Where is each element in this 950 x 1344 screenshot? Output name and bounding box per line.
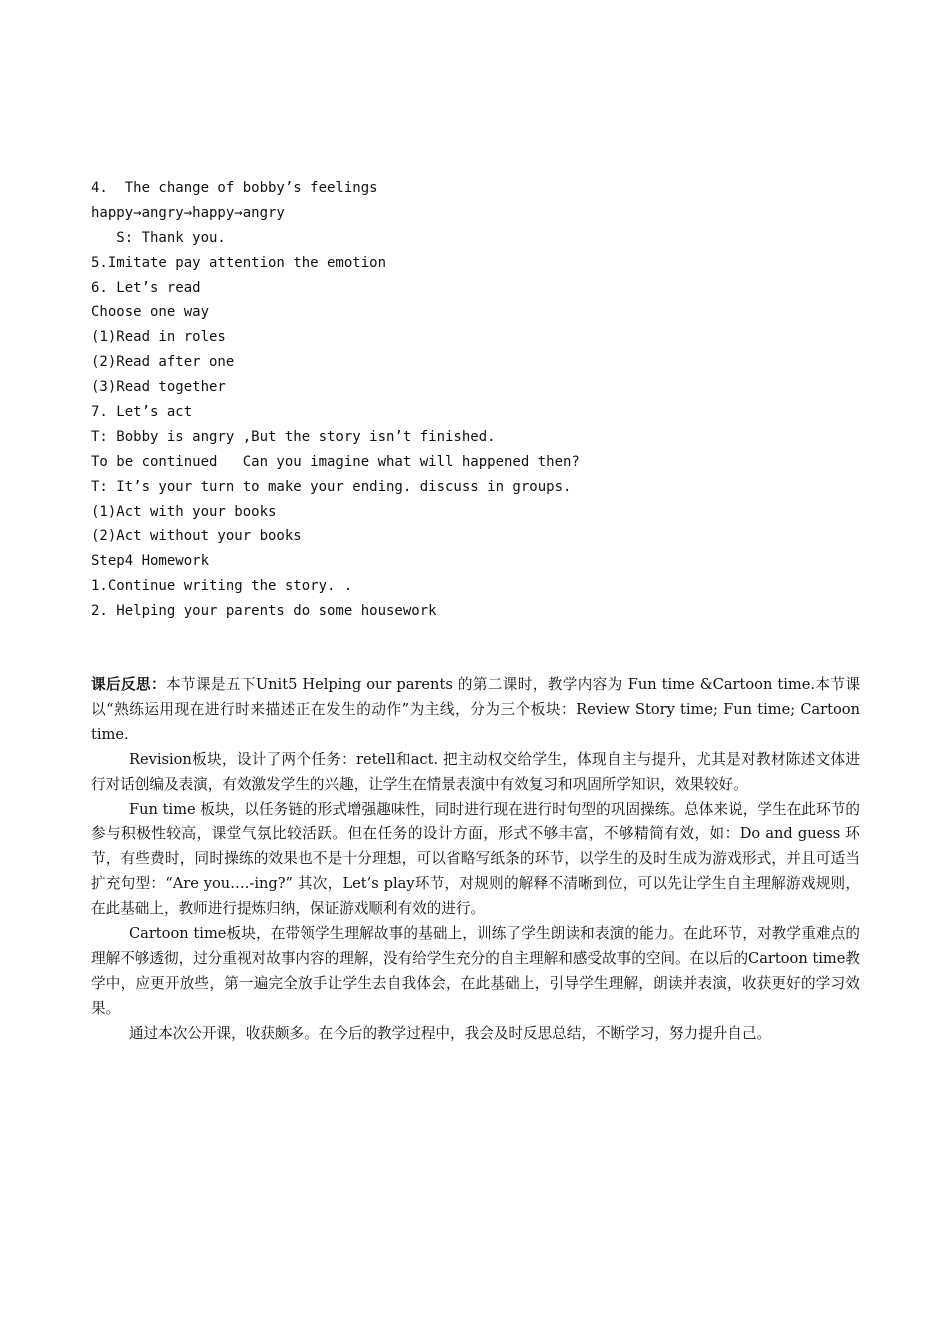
reflection-intro-text: 本节课是五下Unit5 Helping our parents 的第二课时，教学内容为 Fun time &Cartoon time.本节课以“熟练运用现在进行时来描述正在发生的动作”为主线，分为三个板块：Review Story time; Fun time; Cartoon time. xyxy=(91,676,860,743)
reflection-paragraph-cartoon-time: Cartoon time板块，在带领学生理解故事的基础上，训练了学生朗读和表演的能力。在此环节，对教学重难点的理解不够透彻，过分重视对故事内容的理解，没有给学生充分的自主理解和感受故事的空间。在以后的Cartoon time教学中，应更开放些，第一遍完全放手让学生去自我体会，在此基础上，引导学生理解，朗读并表演，收获更好的学习效果。 xyxy=(91,925,860,1017)
step-line: (2)Read after one xyxy=(91,354,235,371)
step-line: Choose one way xyxy=(91,304,210,321)
step-line: 2. Helping your parents do some housework xyxy=(91,603,437,620)
step-line: 6. Let’s read xyxy=(91,279,201,296)
step-line: (1)Read in roles xyxy=(91,329,226,346)
step-line: To be continued Can you imagine what will happened then? xyxy=(91,453,580,470)
step-line: Step4 Homework xyxy=(91,553,210,570)
step-line: happy→angry→happy→angry xyxy=(91,204,285,221)
step-line: T: Bobby is angry ,But the story isn’t finished. xyxy=(91,428,496,445)
reflection-paragraph-revision: Revision板块，设计了两个任务：retell和act. 把主动权交给学生，体现自主与提升，尤其是对教材陈述文体进行对话创编及表演，有效激发学生的兴趣，让学生在情景表演中有效复习和巩固所学知识，效果较好。 xyxy=(91,750,860,793)
reflection-label: 课后反思： xyxy=(91,676,166,693)
reflection-paragraph-fun-time: Fun time 板块，以任务链的形式增强趣味性，同时进行现在进行时句型的巩固操练。总体来说，学生在此环节的参与积极性较高，课堂气氛比较活跃。但在任务的设计方面，形式不够丰富，不够精简有效，如：Do and guess 环节，有些费时，同时操练的效果也不是十分理想，可以省略写纸条的环节，以学生的及时生成为游戏形式，并且可适当扩充句型：“Are you….-ing?” 其次，Let’s play环节，对规则的解释不清晰到位，可以先让学生自主理解游戏规则，在此基础上，教师进行提炼归纳，保证游戏顺利有效的进行。 xyxy=(91,800,860,918)
step-line: 4. The change of bobby’s feelings xyxy=(91,180,378,196)
step-line: S: Thank you. xyxy=(91,229,226,246)
step-line: 5.Imitate pay attention the emotion xyxy=(91,254,387,271)
reflection-paragraph-summary: 通过本次公开课，收获颇多。在今后的教学过程中，我会及时反思总结，不断学习，努力提升自己。 xyxy=(128,1024,772,1042)
step-line: (1)Act with your books xyxy=(91,503,277,520)
step-line: (3)Read together xyxy=(91,379,226,396)
reflection-intro xyxy=(91,673,860,748)
lesson-steps xyxy=(91,176,871,624)
step-line: 1.Continue writing the story. . xyxy=(91,578,353,595)
reflection-section xyxy=(91,673,860,1047)
step-line: 7. Let’s act xyxy=(91,404,193,421)
step-line: T: It’s your turn to make your ending. discuss in groups. xyxy=(91,478,572,495)
step-line: (2)Act without your books xyxy=(91,528,302,545)
